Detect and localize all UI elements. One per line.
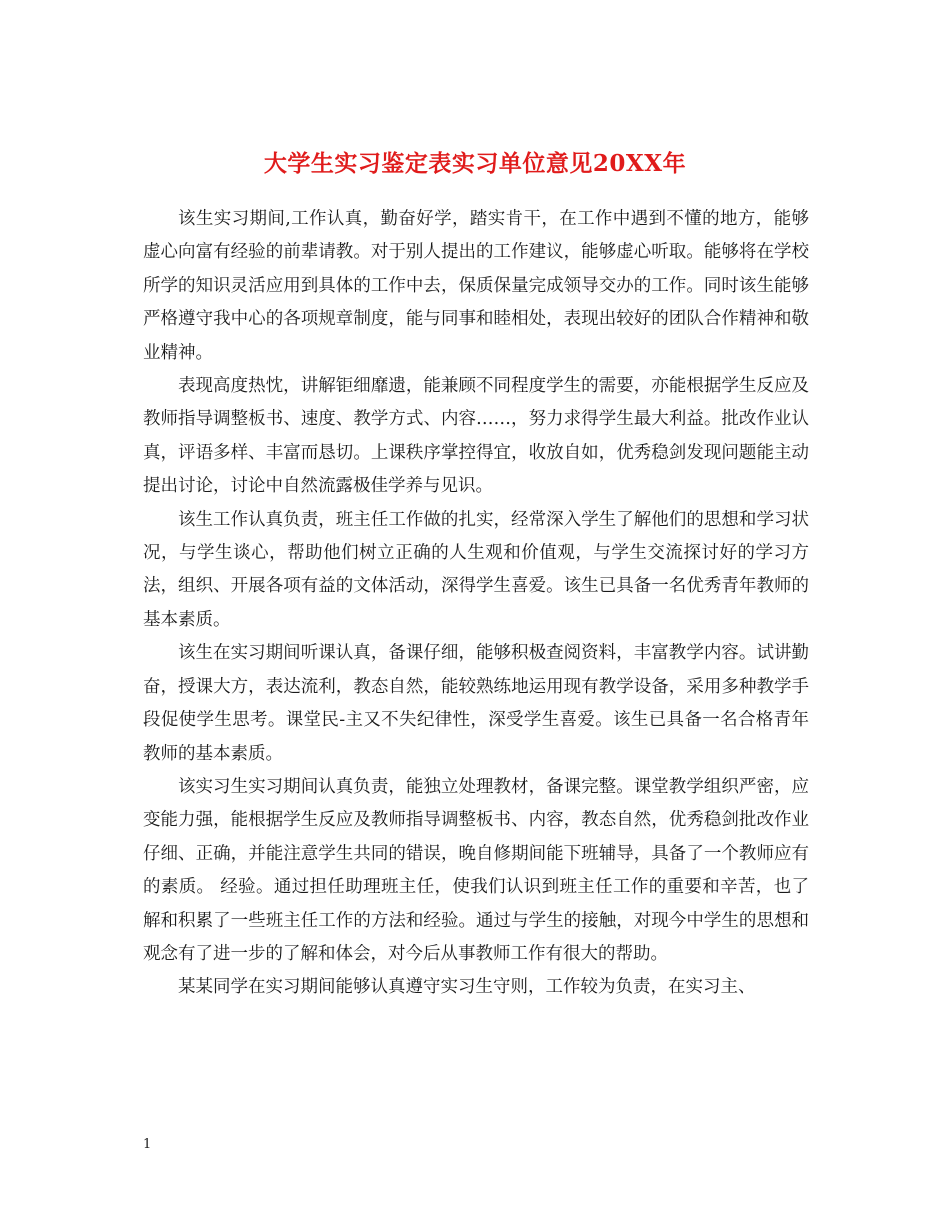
page-number: 1: [143, 1137, 152, 1152]
paragraph-3: 该生工作认真负责，班主任工作做的扎实，经常深入学生了解他们的思想和学习状况，与学生谈心，帮助他们树立正确的人生观和价值观，与学生交流探讨好的学习方法，组织、开展各项有益的文体活动，深得学生喜爱。该生已具备一名优秀青年教师的基本素质。: [143, 509, 809, 630]
paragraph-1: 该生实习期间,工作认真，勤奋好学，踏实肯干，在工作中遇到不懂的地方，能够虚心向富有经验的前辈请教。对于别人提出的工作建议，能够虚心听取。能够将在学校所学的知识灵活应用到具体的工作中去，保质保量完成领导交办的工作。同时该生能够严格遵守我中心的各项规章制度，能与同事和睦相处，表现出较好的团队合作精神和敬业精神。: [143, 209, 809, 363]
paragraph-5: 该实习生实习期间认真负责，能独立处理教材，备课完整。课堂教学组织严密，应变能力强，能根据学生反应及教师指导调整板书、内容，教态自然，优秀稳剑批改作业仔细、正确，并能注意学生共同的错误，晚自修期间能下班辅导，具备了一个教师应有的素质。 经验。通过担任助理班主任，使我们认识到班主任工作的重要和辛苦，也了解和积累了一些班主任工作的方法和经验。通过与学生的接触，对现今中学生的思想和观念有了进一步的了解和体会，对今后从事教师工作有很大的帮助。: [143, 776, 809, 964]
paragraph-4: 该生在实习期间听课认真，备课仔细，能够积极查阅资料，丰富教学内容。试讲勤奋，授课大方，表达流利，教态自然，能较熟练地运用现有教学设备，采用多种教学手段促使学生思考。课堂民-主又不失纪律性，深受学生喜爱。该生已具备一名合格青年教师的基本素质。: [143, 643, 809, 764]
document-body: [143, 203, 809, 1005]
document-title: 大学生实习鉴定表实习单位意见20XX年: [263, 150, 687, 178]
paragraph-6: 某某同学在实习期间能够认真遵守实习生守则，工作较为负责，在实习主、: [178, 977, 756, 998]
paragraph-2: 表现高度热忱，讲解钜细靡遗，能兼顾不同程度学生的需要，亦能根据学生反应及教师指导调整板书、速度、教学方式、内容……，努力求得学生最大利益。批改作业认真，评语多样、丰富而恳切。上课秩序掌控得宜，收放自如，优秀稳剑发现问题能主动提出讨论，讨论中自然流露极佳学养与见识。: [143, 376, 809, 497]
